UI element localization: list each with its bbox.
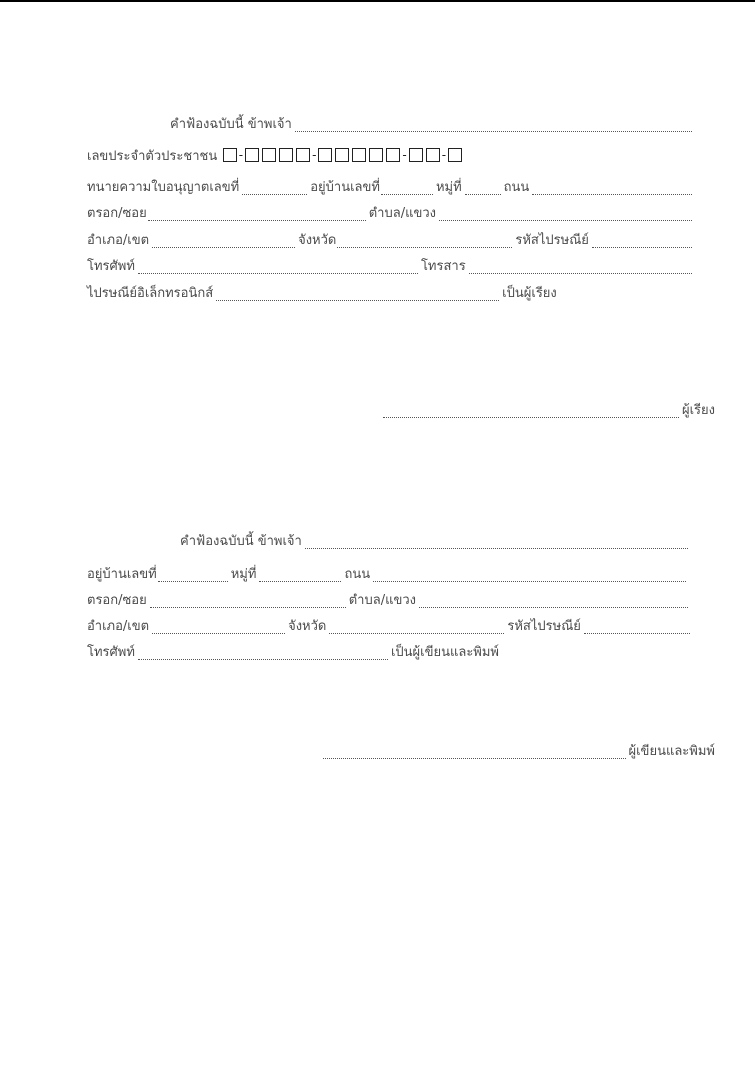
id-digit-box[interactable] — [386, 148, 400, 162]
email-field[interactable] — [216, 290, 499, 301]
lawyer-address-row — [87, 177, 695, 199]
district-label: อำเภอ/เขต — [87, 233, 150, 248]
writer-name-field[interactable] — [305, 538, 688, 549]
drafter-signature-field[interactable] — [383, 407, 679, 418]
writer-intro-label: คำฟ้องฉบับนี้ ข้าพเจ้า — [180, 534, 302, 549]
writer-postcode-field[interactable] — [584, 623, 690, 634]
email-label: ไปรษณีย์อิเล็กทรอนิกส์ — [87, 286, 214, 301]
drafter-signature-row — [383, 400, 715, 422]
drafter-role-label: เป็นผู้เรียง — [502, 286, 557, 301]
subdistrict-label: ตำบล/แขวง — [368, 206, 436, 221]
province-field[interactable] — [337, 237, 512, 248]
phone-label: โทรศัพท์ — [87, 259, 135, 274]
writer-road-label: ถนน — [344, 567, 371, 582]
phone-fax-row — [87, 256, 695, 278]
soi-field[interactable] — [148, 210, 366, 221]
id-separator: - — [312, 148, 317, 162]
writer-signature-row — [323, 741, 715, 763]
id-digit-box[interactable] — [369, 148, 383, 162]
writer-soi-field[interactable] — [150, 597, 346, 608]
writer-district-label: อำเภอ/เขต — [87, 619, 150, 634]
moo-label: หมู่ที่ — [435, 180, 462, 195]
id-digit-box[interactable] — [296, 148, 310, 162]
district-field[interactable] — [152, 237, 295, 248]
writer-subdistrict-field[interactable] — [419, 597, 688, 608]
fax-field[interactable] — [469, 263, 692, 274]
postcode-label: รหัสไปรษณีย์ — [515, 233, 589, 248]
writer-moo-field[interactable] — [259, 571, 341, 582]
id-digit-box[interactable] — [448, 148, 462, 162]
writer-moo-label: หมู่ที่ — [230, 567, 257, 582]
drafter-signature-role: ผู้เรียง — [681, 403, 715, 418]
id-digit-box[interactable] — [223, 148, 237, 162]
postcode-field[interactable] — [592, 237, 692, 248]
id-digit-box[interactable] — [352, 148, 366, 162]
id-separator: - — [238, 148, 244, 162]
writer-house-no-label: อยู่บ้านเลขที่ — [87, 567, 157, 582]
writer-district-province-row — [87, 616, 693, 638]
writer-province-field[interactable] — [329, 623, 504, 634]
writer-postcode-label: รหัสไปรษณีย์ — [507, 619, 581, 634]
id-digit-box[interactable] — [262, 148, 276, 162]
plaintiff-intro-label: คำฟ้องฉบับนี้ ข้าพเจ้า — [170, 117, 292, 132]
soi-label: ตรอก/ซอย — [87, 206, 147, 221]
writer-phone-field[interactable] — [138, 649, 388, 660]
national-id-row — [87, 142, 587, 164]
writer-road-field[interactable] — [373, 571, 686, 582]
id-digit-box[interactable] — [245, 148, 259, 162]
soi-subdistrict-row — [87, 203, 695, 225]
writer-role-label: เป็นผู้เขียนและพิมพ์ — [390, 645, 500, 660]
plaintiff-name-field[interactable] — [295, 121, 692, 132]
writer-intro-row — [180, 531, 691, 553]
writer-district-field[interactable] — [152, 623, 285, 634]
fax-label: โทรสาร — [420, 259, 466, 274]
writer-address-row — [87, 564, 689, 586]
writer-province-label: จังหวัด — [288, 619, 327, 634]
writer-signature-role: ผู้เขียนและพิมพ์ — [628, 744, 715, 759]
writer-phone-label: โทรศัพท์ — [87, 645, 135, 660]
id-separator: - — [441, 148, 447, 162]
district-province-row — [87, 230, 695, 252]
lawyer-license-label: ทนายความใบอนุญาตเลขที่ — [87, 180, 240, 195]
road-label: ถนน — [503, 180, 530, 195]
email-row — [87, 283, 597, 305]
subdistrict-field[interactable] — [439, 210, 692, 221]
house-no-label: อยู่บ้านเลขที่ — [310, 180, 380, 195]
lawyer-license-field[interactable] — [242, 184, 307, 195]
writer-subdistrict-label: ตำบล/แขวง — [348, 593, 416, 608]
province-label: จังหวัด — [298, 233, 337, 248]
id-digit-box[interactable] — [426, 148, 440, 162]
page-top-border — [0, 0, 755, 2]
writer-signature-field[interactable] — [323, 748, 626, 759]
id-digit-box[interactable] — [279, 148, 293, 162]
moo-field[interactable] — [465, 184, 501, 195]
plaintiff-intro-row — [170, 114, 695, 136]
writer-phone-row — [87, 642, 537, 664]
writer-house-no-field[interactable] — [158, 571, 228, 582]
writer-soi-label: ตรอก/ซอย — [87, 593, 147, 608]
house-no-field[interactable] — [381, 184, 433, 195]
national-id-boxes[interactable] — [221, 144, 463, 166]
id-digit-box[interactable] — [318, 148, 332, 162]
writer-soi-subdistrict-row — [87, 590, 691, 612]
road-field[interactable] — [532, 184, 692, 195]
id-digit-box[interactable] — [409, 148, 423, 162]
id-separator: - — [402, 148, 407, 162]
national-id-label: เลขประจำตัวประชาชน — [87, 149, 218, 164]
id-digit-box[interactable] — [335, 148, 349, 162]
phone-field[interactable] — [138, 263, 418, 274]
